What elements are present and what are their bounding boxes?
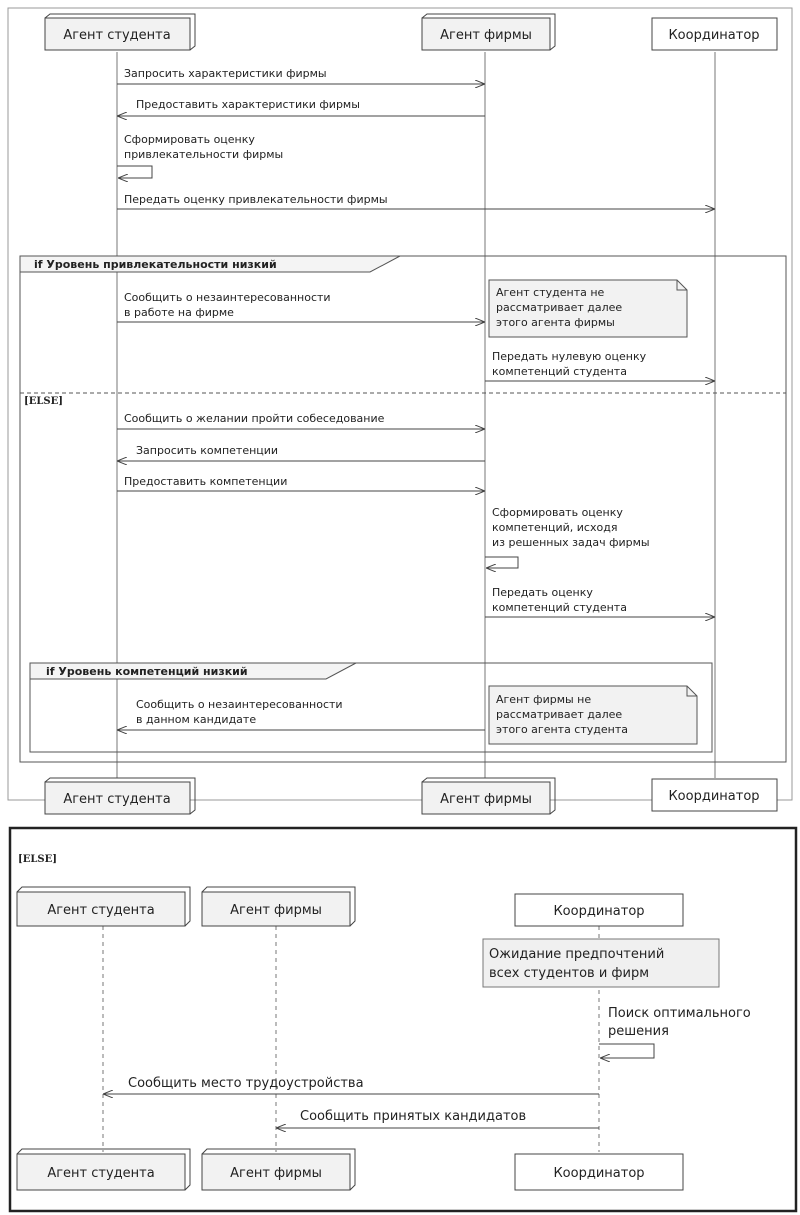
- message-label: Запросить характеристики фирмы: [124, 67, 327, 80]
- actor-student-top-2: [17, 887, 190, 926]
- message-label: Сообщить о незаинтересованности: [124, 291, 331, 304]
- actor-firm-top-2: [202, 887, 355, 926]
- actor-firm-top: [422, 14, 555, 50]
- else-label: [ELSE]: [18, 854, 57, 865]
- message-label: Предоставить компетенции: [124, 475, 288, 488]
- message-label: компетенций, исходя: [492, 521, 618, 534]
- actor-coordinator-label: Координатор: [668, 28, 760, 43]
- diagram-1-border: [8, 8, 792, 800]
- actor-student-top: [45, 14, 195, 50]
- actor-student-bottom-2: [17, 1149, 190, 1190]
- alt-frame-label: if Уровень компетенций низкий: [46, 665, 248, 678]
- note-waiting-preferences: [483, 939, 719, 987]
- message-label: Сформировать оценку: [492, 506, 623, 519]
- actor-coordinator-top-2: [515, 894, 683, 926]
- actor-student-label: Агент студента: [47, 903, 155, 918]
- message-label: компетенций студента: [492, 365, 627, 378]
- message-label: компетенций студента: [492, 601, 627, 614]
- note-text: Агент фирмы не: [496, 693, 592, 706]
- note-text: всех студентов и фирм: [489, 966, 650, 981]
- note-text: этого агента фирмы: [496, 316, 615, 329]
- diagram-1: [8, 8, 792, 814]
- message-label: Передать оценку привлекательности фирмы: [124, 193, 388, 206]
- note-text: этого агента студента: [496, 723, 628, 736]
- alt-frame-label: if Уровень привлекательности низкий: [34, 258, 277, 271]
- actor-coordinator-bottom-2: [515, 1154, 683, 1190]
- diagram-2: [10, 828, 796, 1211]
- message-label: Передать нулевую оценку: [492, 350, 647, 363]
- message-label: в работе на фирме: [124, 306, 234, 319]
- message-label: в данном кандидате: [136, 713, 257, 726]
- actor-coordinator-bottom: [652, 779, 777, 811]
- actor-firm-label: Агент фирмы: [440, 792, 532, 807]
- note-student-ignores-firm: [489, 280, 687, 337]
- message-label: Запросить компетенции: [136, 444, 279, 457]
- message-label: привлекательности фирмы: [124, 148, 284, 161]
- actor-coordinator-top: [652, 18, 777, 50]
- actor-student-bottom: [45, 778, 195, 814]
- message-label: из решенных задач фирмы: [492, 536, 650, 549]
- message-label: Передать оценку: [492, 586, 593, 599]
- message-label: Предоставить характеристики фирмы: [136, 98, 360, 111]
- note-text: рассматривает далее: [496, 301, 623, 314]
- actor-firm-label: Агент фирмы: [230, 1166, 322, 1181]
- message-label: Поиск оптимального: [608, 1006, 751, 1021]
- message-label: Сформировать оценку: [124, 133, 255, 146]
- message-label: Сообщить о желании пройти собеседование: [124, 412, 385, 425]
- message-label: Сообщить место трудоустройства: [128, 1076, 364, 1091]
- actor-coordinator-label: Координатор: [553, 1166, 645, 1181]
- actor-firm-bottom-2: [202, 1149, 355, 1190]
- message-label: Сообщить принятых кандидатов: [300, 1109, 527, 1124]
- actor-coordinator-label: Координатор: [668, 789, 760, 804]
- note-text: рассматривает далее: [496, 708, 623, 721]
- actor-student-label: Агент студента: [63, 792, 171, 807]
- message-label: решения: [608, 1024, 669, 1039]
- actor-firm-bottom: [422, 778, 555, 814]
- note-text: Ожидание предпочтений: [489, 947, 665, 962]
- note-firm-ignores-student: [489, 686, 697, 744]
- message-label: Сообщить о незаинтересованности: [136, 698, 343, 711]
- actor-student-label: Агент студента: [47, 1166, 155, 1181]
- actor-firm-label: Агент фирмы: [440, 28, 532, 43]
- note-text: Агент студента не: [496, 286, 605, 299]
- actor-firm-label: Агент фирмы: [230, 903, 322, 918]
- actor-coordinator-label: Координатор: [553, 904, 645, 919]
- actor-student-label: Агент студента: [63, 28, 171, 43]
- else-label: [ELSE]: [24, 396, 63, 407]
